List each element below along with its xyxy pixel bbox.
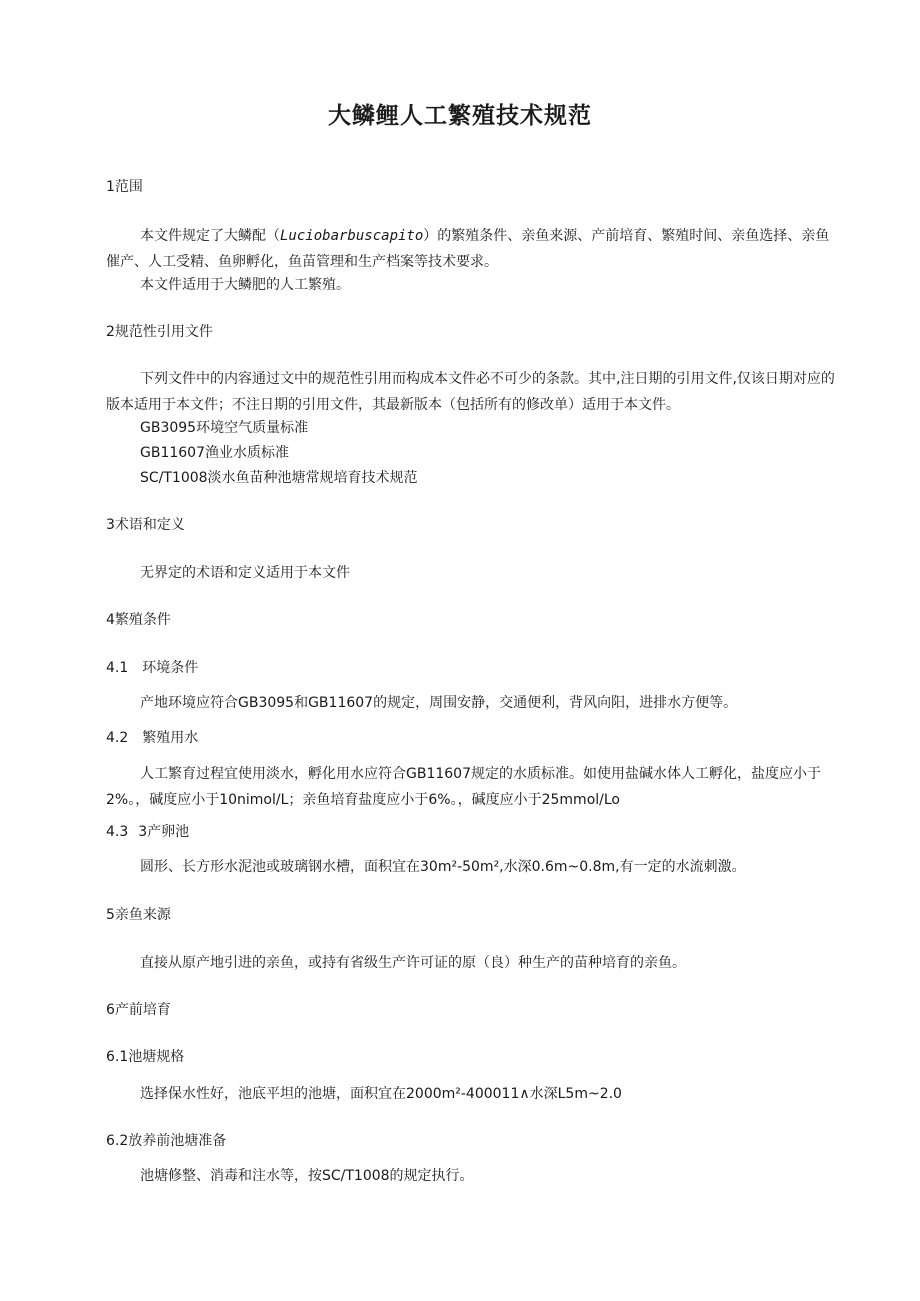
section-4-2-number: 4.2 <box>106 730 129 746</box>
section-4-3-paragraph: 圆形、长方形水泥池或玻璃钢水槽，面积宜在30m²-50m²,水深0.6m~0.8m,有一定的水流刺激。 <box>140 859 746 875</box>
section-3-heading: 3术语和定义 <box>106 517 185 533</box>
reference-gb11607: GB11607渔业水质标准 <box>140 445 289 461</box>
section-5-paragraph: 直接从原产地引进的亲鱼，或持有省级生产许可证的原（良）种生产的苗种培育的亲鱼。 <box>140 955 686 971</box>
section-6-heading: 6产前培育 <box>106 1002 171 1018</box>
section-4-1-heading <box>106 657 198 679</box>
section-4-1-title: 环境条件 <box>142 660 199 676</box>
section-4-1-number: 4.1 <box>106 660 129 676</box>
section-6-2-heading: 6.2放养前池塘准备 <box>106 1133 227 1149</box>
section-4-2-heading <box>106 727 198 749</box>
section-4-2-title: 繁殖用水 <box>142 730 199 746</box>
latin-name: Luciobarbuscapito <box>280 228 424 244</box>
section-3-paragraph-1: 无界定的术语和定义适用于本文件 <box>140 565 350 581</box>
section-6-2-paragraph: 池塘修整、消毒和注水等，按SC/T1008的规定执行。 <box>140 1168 474 1184</box>
section-1-p1-b: ）的繁殖条件、亲鱼来源、产前培育、繁殖时间、亲鱼选择、亲鱼催产、人工受精、鱼卵孵化，鱼苗管理和生产档案等技术要求。 <box>106 228 830 270</box>
section-1-paragraph-1 <box>106 223 836 275</box>
section-4-2-paragraph: 人工繁育过程宜使用淡水，孵化用水应符合GB11607规定的水质标准。如使用盐碱水体人工孵化，盐度应小于2%。，碱度应小于10nimol/L；亲鱼培育盐度应小于6%。，碱度应小于25mmol/Lo <box>106 766 821 808</box>
section-2-heading: 2规范性引用文件 <box>106 324 213 340</box>
section-1-p1-a: 本文件规定了大鳞配（ <box>140 228 280 244</box>
section-2-paragraph-1: 下列文件中的内容通过文中的规范性引用而构成本文件必不可少的条款。其中,注日期的引用文件,仅该日期对应的版本适用于本文件；不注日期的引用文件，其最新版本（包括所有的修改单）适用于本文件。 <box>106 371 835 413</box>
section-6-1-heading: 6.1池塘规格 <box>106 1049 185 1065</box>
section-1-paragraph-2: 本文件适用于大鳞肥的人工繁殖。 <box>140 277 350 293</box>
reference-gb3095: GB3095环境空气质量标准 <box>140 420 309 436</box>
reference-sct1008: SC/T1008淡水鱼苗种池塘常规培育技术规范 <box>140 470 418 486</box>
section-4-3-number: 4.3 <box>106 824 129 840</box>
section-5-heading: 5亲鱼来源 <box>106 907 171 923</box>
section-1-heading: 1范围 <box>106 179 143 195</box>
section-4-3-title: 3产卵池 <box>138 824 190 840</box>
document-title: 大鳞鲤人工繁殖技术规范 <box>328 103 592 129</box>
section-4-heading: 4繁殖条件 <box>106 612 171 628</box>
section-4-1-paragraph: 产地环境应符合GB3095和GB11607的规定，周围安静，交通便利，背风向阳，进排水方便等。 <box>140 695 738 711</box>
section-6-1-paragraph: 选择保水性好，池底平坦的池塘，面积宜在2000m²-400011∧水深L5m~2.0 <box>140 1086 622 1102</box>
section-4-3-heading <box>106 821 189 843</box>
